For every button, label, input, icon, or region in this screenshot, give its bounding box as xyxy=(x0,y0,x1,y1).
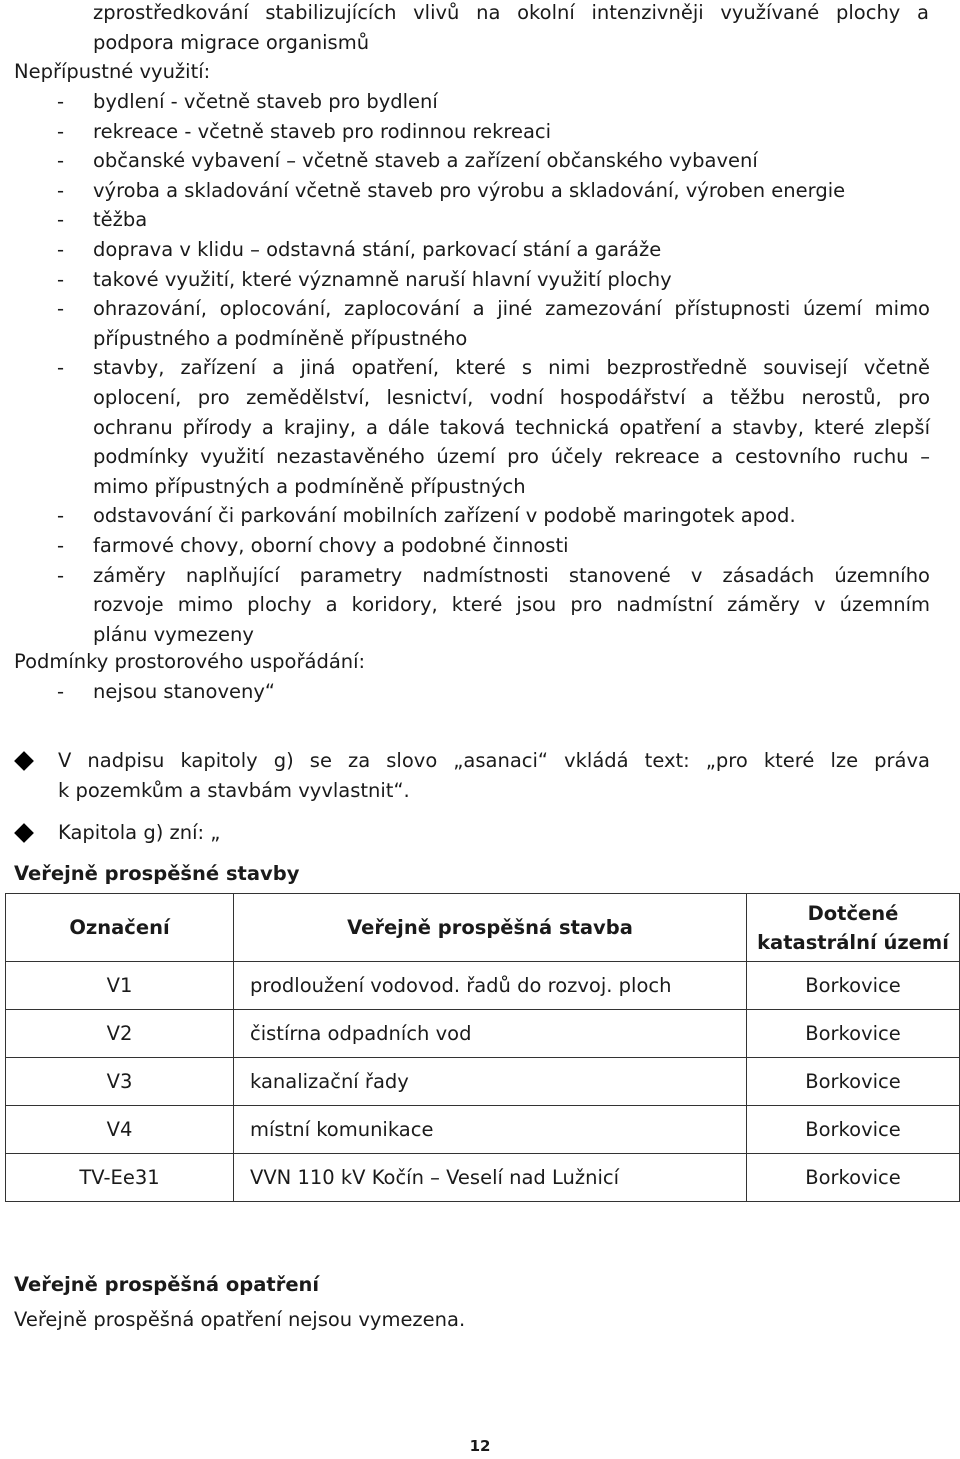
podminky-list xyxy=(14,677,930,707)
list-dash: - xyxy=(57,680,65,703)
list-item xyxy=(14,294,930,353)
column-header-text: Dotčené katastrální území xyxy=(757,901,949,954)
list-item-line: doprava v klidu – odstavná stání, parkovací stání a garáže xyxy=(93,237,662,261)
vps-title: Veřejně prospěšné stavby xyxy=(14,862,300,885)
list-item xyxy=(14,146,930,176)
intro-line: zprostředkování stabilizujících vlivů na okolní intenzivněji využívané plochy a xyxy=(93,1,929,24)
vps-table xyxy=(5,893,960,1202)
cell-stavba: VVN 110 kV Kočín – Veselí nad Lužnicí xyxy=(234,1154,747,1202)
list-item-text xyxy=(93,677,930,707)
podminky-heading: Podmínky prostorového uspořádání: xyxy=(14,650,366,673)
bullet-item xyxy=(14,746,930,805)
list-item-line: záměry naplňující parametry nadmístnosti stanovené v zásadách územního xyxy=(93,563,930,587)
list-item-line: rekreace - včetně staveb pro rodinnou rekreaci xyxy=(93,119,552,143)
bullet-line: k pozemkům a stavbám vyvlastnit“. xyxy=(58,778,410,802)
cell-stavba: čistírna odpadních vod xyxy=(234,1010,747,1058)
list-item-text xyxy=(93,294,930,353)
bullet-line: Kapitola g) zní: „ xyxy=(58,821,221,844)
list-item-text xyxy=(93,87,930,117)
list-item-text xyxy=(93,531,930,561)
list-item-text xyxy=(93,176,930,206)
list-dash: - xyxy=(57,563,65,587)
list-item xyxy=(14,117,930,147)
list-item-line: přípustného a podmíněně přípustného xyxy=(93,326,468,350)
vpo-title: Veřejně prospěšná opatření xyxy=(14,1273,320,1296)
cell-uzemi: Borkovice xyxy=(747,1106,960,1154)
list-dash: - xyxy=(57,119,65,143)
nepripustne-heading: Nepřípustné využití: xyxy=(14,60,211,83)
list-item-line: výroba a skladování včetně staveb pro výrobu a skladování, výroben energie xyxy=(93,178,846,202)
list-dash: - xyxy=(57,533,65,557)
list-item xyxy=(14,353,930,501)
list-item-line: nejsou stanoveny“ xyxy=(93,680,276,703)
table-row xyxy=(6,1154,960,1202)
list-item xyxy=(14,205,930,235)
nepripustne-list xyxy=(14,87,930,649)
cell-stavba: prodloužení vodovod. řadů do rozvoj. ploch xyxy=(234,962,747,1010)
cell-uzemi: Borkovice xyxy=(747,1154,960,1202)
diamond-bullet-icon xyxy=(14,751,34,771)
list-item xyxy=(14,677,930,707)
list-item xyxy=(14,176,930,206)
list-item-text xyxy=(93,353,930,501)
list-dash: - xyxy=(57,356,65,380)
table-row xyxy=(6,962,960,1010)
list-dash: - xyxy=(57,178,65,202)
intro-line: podpora migrace organismů xyxy=(93,30,370,54)
list-item xyxy=(14,87,930,117)
cell-stavba: místní komunikace xyxy=(234,1106,747,1154)
vpo-text: Veřejně prospěšná opatření nejsou vymezena. xyxy=(14,1308,466,1331)
list-item-line: takové využití, které významně naruší hlavní využití plochy xyxy=(93,267,672,291)
column-header-katastralni-uzemi xyxy=(747,894,960,962)
list-item xyxy=(14,501,930,531)
column-header-oznaceni: Označení xyxy=(6,894,234,962)
list-dash: - xyxy=(57,208,65,232)
list-item-line: těžba xyxy=(93,208,148,232)
list-item-line: podmínky využití nezastavěného území pro účely rekreace a cestovního ruchu – xyxy=(93,445,930,469)
cell-oznaceni: V1 xyxy=(6,962,234,1010)
list-item-line: plánu vymezeny xyxy=(93,622,254,646)
list-item-line: ochranu přírody a krajiny, a dále taková technická opatření a stavby, které zlepší xyxy=(93,415,930,439)
cell-oznaceni: V3 xyxy=(6,1058,234,1106)
list-item-line: oplocení, pro zemědělství, lesnictví, vodní hospodářství a těžbu nerostů, pro xyxy=(93,385,930,409)
list-item-text xyxy=(93,205,930,235)
bullet-line: V nadpisu kapitoly g) se za slovo „asanaci“ vkládá text: „pro které lze práva xyxy=(58,749,930,772)
list-item-text xyxy=(93,235,930,265)
list-item-line: ohrazování, oplocování, zaplocování a jiné zamezování přístupnosti území mimo xyxy=(93,297,930,321)
list-item-text xyxy=(93,146,930,176)
list-item-line: rozvoje mimo plochy a koridory, které jsou pro nadmístní záměry v územním xyxy=(93,593,930,617)
page-number: 12 xyxy=(469,1437,491,1455)
cell-oznaceni: V2 xyxy=(6,1010,234,1058)
list-item-line: mimo přípustných a podmíněně přípustných xyxy=(93,474,526,498)
cell-oznaceni: TV-Ee31 xyxy=(6,1154,234,1202)
list-item xyxy=(14,235,930,265)
list-item-line: stavby, zařízení a jiná opatření, které s nimi bezprostředně souvisejí včetně xyxy=(93,356,930,380)
list-item xyxy=(14,561,930,650)
cell-uzemi: Borkovice xyxy=(747,1058,960,1106)
list-item xyxy=(14,265,930,295)
list-item-line: farmové chovy, oborní chovy a podobné činnosti xyxy=(93,533,569,557)
intro-paragraph xyxy=(93,0,929,57)
list-item-line: bydlení - včetně staveb pro bydlení xyxy=(93,90,438,113)
bullet-text xyxy=(58,818,930,848)
cell-stavba: kanalizační řady xyxy=(234,1058,747,1106)
list-dash: - xyxy=(57,149,65,173)
cell-uzemi: Borkovice xyxy=(747,1010,960,1058)
list-dash: - xyxy=(57,504,65,528)
list-item-text xyxy=(93,117,930,147)
table-row xyxy=(6,1106,960,1154)
cell-uzemi: Borkovice xyxy=(747,962,960,1010)
table-row xyxy=(6,1010,960,1058)
list-item-line: občanské vybavení – včetně staveb a zařízení občanského vybavení xyxy=(93,149,758,173)
table-row xyxy=(6,1058,960,1106)
list-item-text xyxy=(93,265,930,295)
diamond-bullet-icon xyxy=(14,823,34,843)
cell-oznaceni: V4 xyxy=(6,1106,234,1154)
list-item-text xyxy=(93,561,930,650)
list-dash: - xyxy=(57,267,65,291)
column-header-stavba: Veřejně prospěšná stavba xyxy=(234,894,747,962)
list-item-text xyxy=(93,501,930,531)
list-dash: - xyxy=(57,90,65,113)
list-dash: - xyxy=(57,237,65,261)
table-header-row xyxy=(6,894,960,962)
list-item xyxy=(14,531,930,561)
bullet-item xyxy=(14,818,930,848)
list-dash: - xyxy=(57,297,65,321)
list-item-line: odstavování či parkování mobilních zařízení v podobě maringotek apod. xyxy=(93,504,796,528)
bullet-text xyxy=(58,746,930,805)
